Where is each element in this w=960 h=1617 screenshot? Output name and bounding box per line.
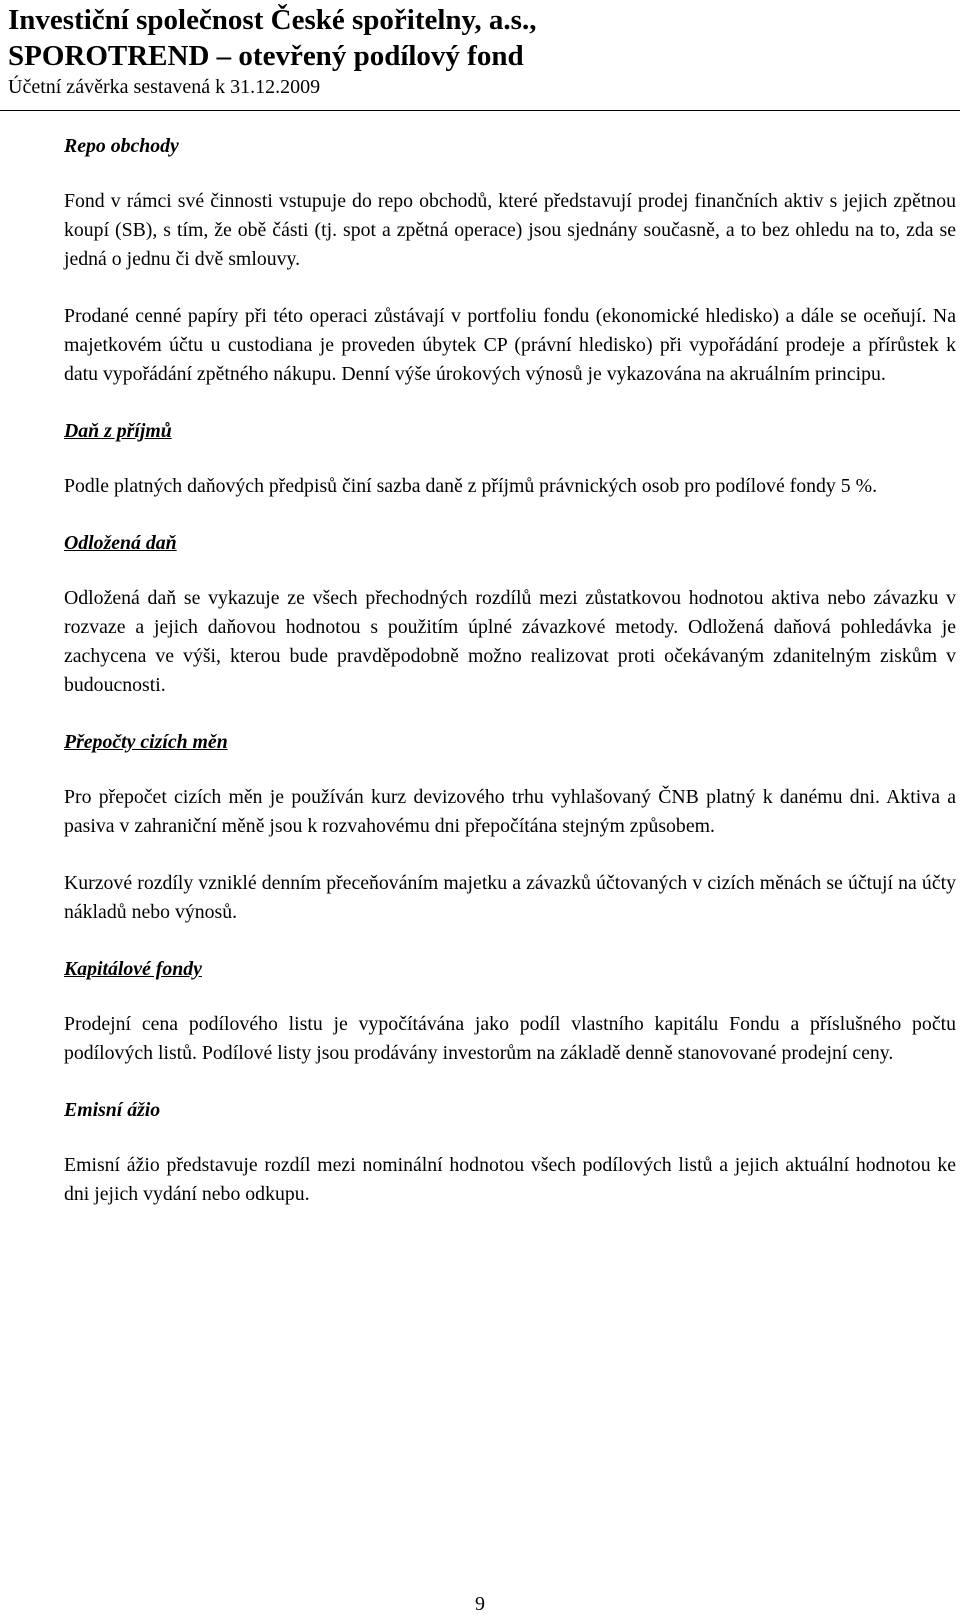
paragraph-repo-1: Fond v rámci své činnosti vstupuje do repo obchodů, které představují prodej finančních aktiv s jejich zpětnou koupí (SB), s tím, že obě části (tj. spot a zpětná operace) jsou sjednány současně, a to bez ohledu na to, zda se jedná o jednu či dvě smlouvy. bbox=[64, 190, 956, 270]
heading-repo: Repo obchody bbox=[64, 135, 179, 157]
paragraph-share-premium-1: Emisní ážio představuje rozdíl mezi nominální hodnotou všech podílových listů a jejich aktuální hodnotou ke dni jejich vydání nebo odkupu. bbox=[64, 1154, 956, 1205]
heading-tax: Daň z příjmů bbox=[64, 420, 172, 442]
heading-fx: Přepočty cizích měn bbox=[64, 731, 228, 753]
company-name: Investiční společnost České spořitelny, a.s., bbox=[8, 4, 537, 36]
paragraph-capital-funds-1: Prodejní cena podílového listu je vypočítávána jako podíl vlastního kapitálu Fondu a příslušného počtu podílových listů. Podílové listy jsou prodávány investorům na základě denně stanovované prodejní ceny. bbox=[64, 1013, 956, 1064]
paragraph-tax-1: Podle platných daňových předpisů činí sazba daně z příjmů právnických osob pro podílové fondy 5 %. bbox=[64, 475, 878, 497]
document-header bbox=[8, 2, 960, 100]
statement-date: Účetní závěrka sestavená k 31.12.2009 bbox=[8, 76, 321, 98]
document-body bbox=[64, 132, 956, 1209]
paragraph-repo-2: Prodané cenné papíry při této operaci zůstávají v portfoliu fondu (ekonomické hledisko) a dále se oceňují. Na majetkovém účtu u custodiana je proveden úbytek CP (právní hledisko) při vypořádání prodeje a přírůstek k datu vypořádání zpětného nákupu. Denní výše úrokových výnosů je vykazována na akruálním principu. bbox=[64, 305, 956, 385]
fund-name: SPOROTREND – otevřený podílový fond bbox=[8, 40, 524, 72]
paragraph-deferred-tax-1: Odložená daň se vykazuje ze všech přechodných rozdílů mezi zůstatkovou hodnotou aktiva nebo závazku v rozvaze a jejich daňovou hodnotou s použitím úplné závazkové metody. Odložená daňová pohledávka je zachycena ve výši, kterou bude pravděpodobně možno realizovat proti očekávaným zdanitelným ziskům v budoucnosti. bbox=[64, 587, 956, 696]
paragraph-fx-1: Pro přepočet cizích měn je používán kurz devizového trhu vyhlašovaný ČNB platný k danému dni. Aktiva a pasiva v zahraniční měně jsou k rozvahovému dni přepočítána stejným způsobem. bbox=[64, 786, 956, 837]
heading-capital-funds: Kapitálové fondy bbox=[64, 958, 202, 980]
heading-deferred-tax: Odložená daň bbox=[64, 532, 177, 554]
heading-share-premium: Emisní ážio bbox=[64, 1099, 161, 1121]
header-rule bbox=[0, 110, 960, 111]
paragraph-fx-2: Kurzové rozdíly vzniklé denním přeceňováním majetku a závazků účtovaných v cizích měnách se účtují na účty nákladů nebo výnosů. bbox=[64, 872, 956, 923]
page-number: 9 bbox=[475, 1593, 485, 1615]
